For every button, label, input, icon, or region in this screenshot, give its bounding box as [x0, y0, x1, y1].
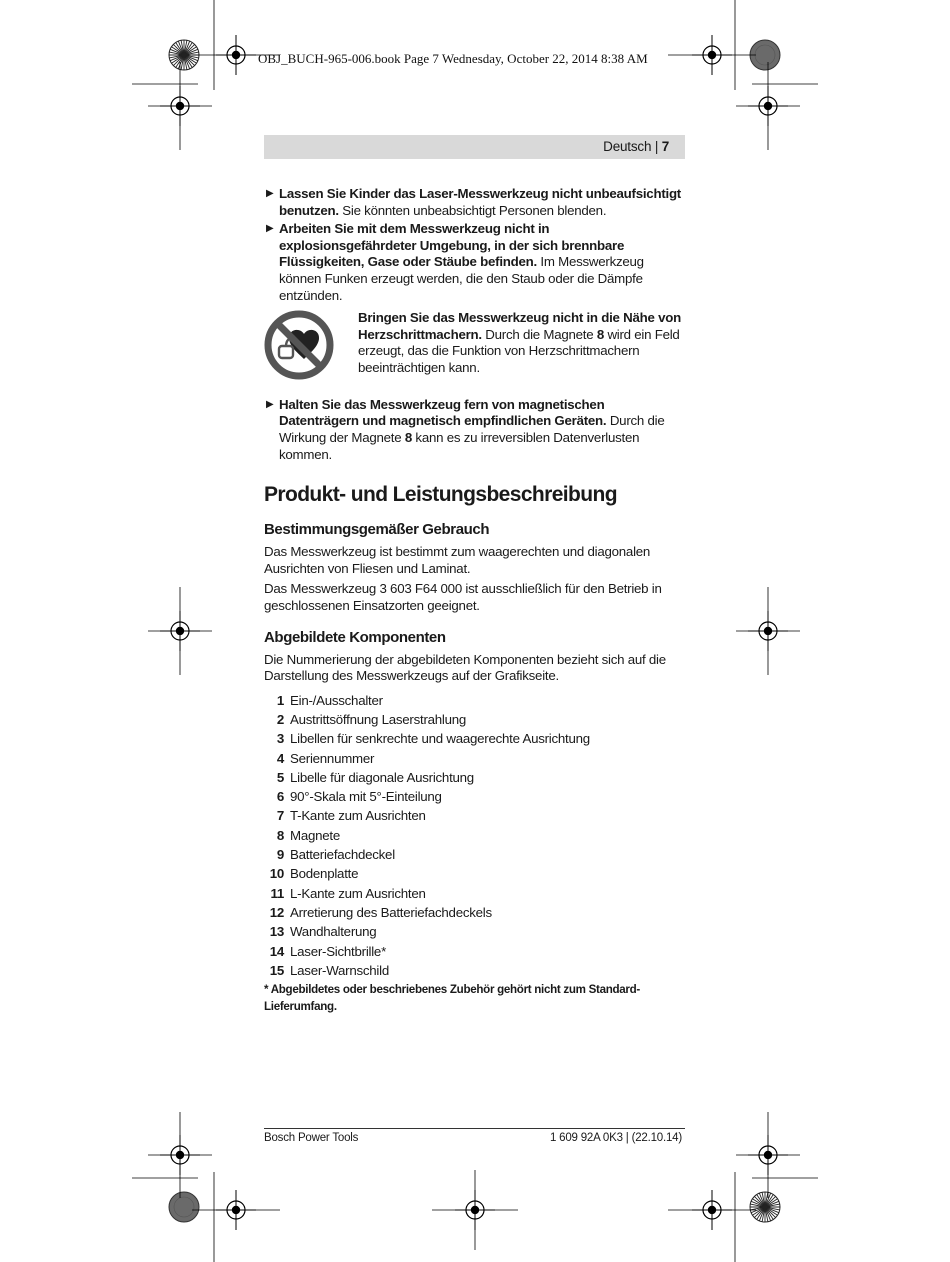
component-number: 1 — [276, 692, 284, 708]
pacemaker-ref: 8 — [596, 326, 604, 342]
component-label: Libelle für diagonale Ausrichtung — [290, 769, 474, 785]
components-intro: Die Nummerierung der abgebildeten Komponenten bezieht sich auf die Darstellung des Messwerkzeugs auf der Grafikseite. — [264, 651, 666, 684]
component-number: 7 — [276, 808, 284, 824]
page-header-bar — [264, 135, 685, 159]
component-number: 13 — [269, 924, 284, 940]
component-label: Arretierung des Batteriefachdeckels — [290, 904, 492, 920]
component-label: Laser-Warnschild — [290, 962, 389, 978]
component-item — [264, 806, 685, 825]
component-label: 90°-Skala mit 5°-Einteilung — [290, 789, 442, 805]
component-item — [264, 884, 685, 903]
component-number: 6 — [276, 789, 284, 805]
component-number: 5 — [276, 769, 284, 785]
bullet-arrow-icon: ▶ — [266, 398, 274, 410]
component-number: 12 — [269, 904, 284, 920]
component-item — [264, 922, 685, 941]
no-pacemaker-icon — [264, 310, 358, 385]
bullet-arrow-icon: ▶ — [266, 188, 274, 199]
component-label: T-Kante zum Ausrichten — [290, 808, 426, 824]
pacemaker-text-b: wird ein Feld erzeugt, das die Funktion von Herzschrittmachern beeinträchtigen kann. — [358, 326, 680, 375]
component-item — [264, 864, 685, 883]
pacemaker-bold-text: Bringen Sie das Messwerkzeug nicht in die Nähe von Herzschrittmachern. — [358, 310, 681, 342]
component-item — [264, 710, 685, 729]
component-item — [264, 768, 685, 787]
footnote: * Abgebildetes oder beschriebenes Zubehör gehört nicht zum Standard-Lieferumfang. — [264, 983, 640, 1013]
component-label: Seriennummer — [290, 750, 375, 766]
component-number: 10 — [269, 866, 284, 882]
bullet-arrow-icon: ▶ — [266, 223, 274, 235]
component-label: Laser-Sichtbrille* — [290, 943, 387, 959]
header-page-number: 7 — [661, 139, 669, 154]
use-paragraph-2: Das Messwerkzeug 3 603 F64 000 ist ausschließlich für den Betrieb in geschlossenen Einsatzorten geeignet. — [264, 581, 662, 613]
safety-bullet — [264, 397, 685, 463]
components-list — [264, 691, 685, 980]
bullet-bold-text: Halten Sie das Messwerkzeug fern von magnetischen Datenträgern und magnetisch empfindlichen Geräten. — [279, 396, 607, 429]
use-heading: Bestimmungsgemäßer Gebrauch — [264, 521, 490, 539]
bullet-text: Sie könnten unbeabsichtigt Personen blenden. — [338, 202, 607, 218]
main-content — [264, 186, 685, 1015]
header-language: Deutsch — [603, 139, 652, 154]
components-heading: Abgebildete Komponenten — [264, 628, 446, 646]
component-item — [264, 961, 685, 980]
component-label: L-Kante zum Ausrichten — [290, 885, 426, 901]
component-item — [264, 845, 685, 864]
pacemaker-text — [358, 310, 685, 385]
pacemaker-text-a: Durch die Magnete — [481, 326, 597, 342]
component-label: Austrittsöffnung Laserstrahlung — [290, 711, 467, 727]
footer-rule — [264, 1128, 685, 1129]
bullet-text: Im Messwerkzeug können Funken erzeugt werden, die den Staub oder die Dämpfe entzünden. — [279, 254, 644, 303]
component-item — [264, 787, 685, 806]
component-label: Ein-/Ausschalter — [290, 692, 383, 708]
bullet-bold-text: Arbeiten Sie mit dem Messwerkzeug nicht in explosionsgefährdeter Umgebung, in der sich brennbare Flüssigkeiten, Gase oder Stäube befinden. — [279, 221, 625, 270]
bullet-text-b: kann es zu irreversiblen Datenverlusten kommen. — [279, 429, 640, 462]
section-title: Produkt- und Leistungsbeschreibung — [264, 483, 617, 507]
component-item — [264, 942, 685, 961]
safety-bullet — [264, 221, 685, 304]
component-number: 14 — [269, 943, 284, 959]
safety-bullet — [264, 186, 685, 219]
page-header — [603, 139, 669, 154]
bullet-bold-text: Lassen Sie Kinder das Laser-Messwerkzeug nicht unbeaufsichtigt benutzen. — [279, 186, 681, 218]
component-number: 3 — [276, 731, 284, 747]
component-number: 2 — [276, 711, 284, 727]
component-item — [264, 749, 685, 768]
pacemaker-warning — [264, 310, 685, 385]
component-number: 8 — [276, 827, 284, 843]
footer-right: 1 609 92A 0K3 | (22.10.14) — [549, 1132, 682, 1144]
component-number: 15 — [269, 962, 284, 978]
component-number: 11 — [270, 885, 284, 901]
header-separator: | — [651, 139, 662, 154]
use-paragraph-1: Das Messwerkzeug ist bestimmt zum waagerechten und diagonalen Ausrichten von Fliesen und Laminat. — [264, 544, 651, 576]
component-label: Libellen für senkrechte und waagerechte Ausrichtung — [290, 731, 590, 747]
footer-left: Bosch Power Tools — [264, 1132, 359, 1144]
component-number: 4 — [276, 750, 284, 766]
component-item — [264, 826, 685, 845]
component-label: Bodenplatte — [290, 866, 359, 882]
component-label: Magnete — [290, 827, 340, 843]
component-label: Wandhalterung — [290, 924, 377, 940]
component-item — [264, 903, 685, 922]
component-item — [264, 729, 685, 748]
slug-line: OBJ_BUCH-965-006.book Page 7 Wednesday, October 22, 2014 8:38 AM — [258, 51, 648, 66]
component-label: Batteriefachdeckel — [290, 847, 395, 863]
component-number: 9 — [276, 847, 284, 863]
bullet-text-a: Durch die Wirkung der Magnete — [279, 413, 665, 445]
component-item — [264, 691, 685, 710]
bullet-ref: 8 — [404, 429, 412, 445]
